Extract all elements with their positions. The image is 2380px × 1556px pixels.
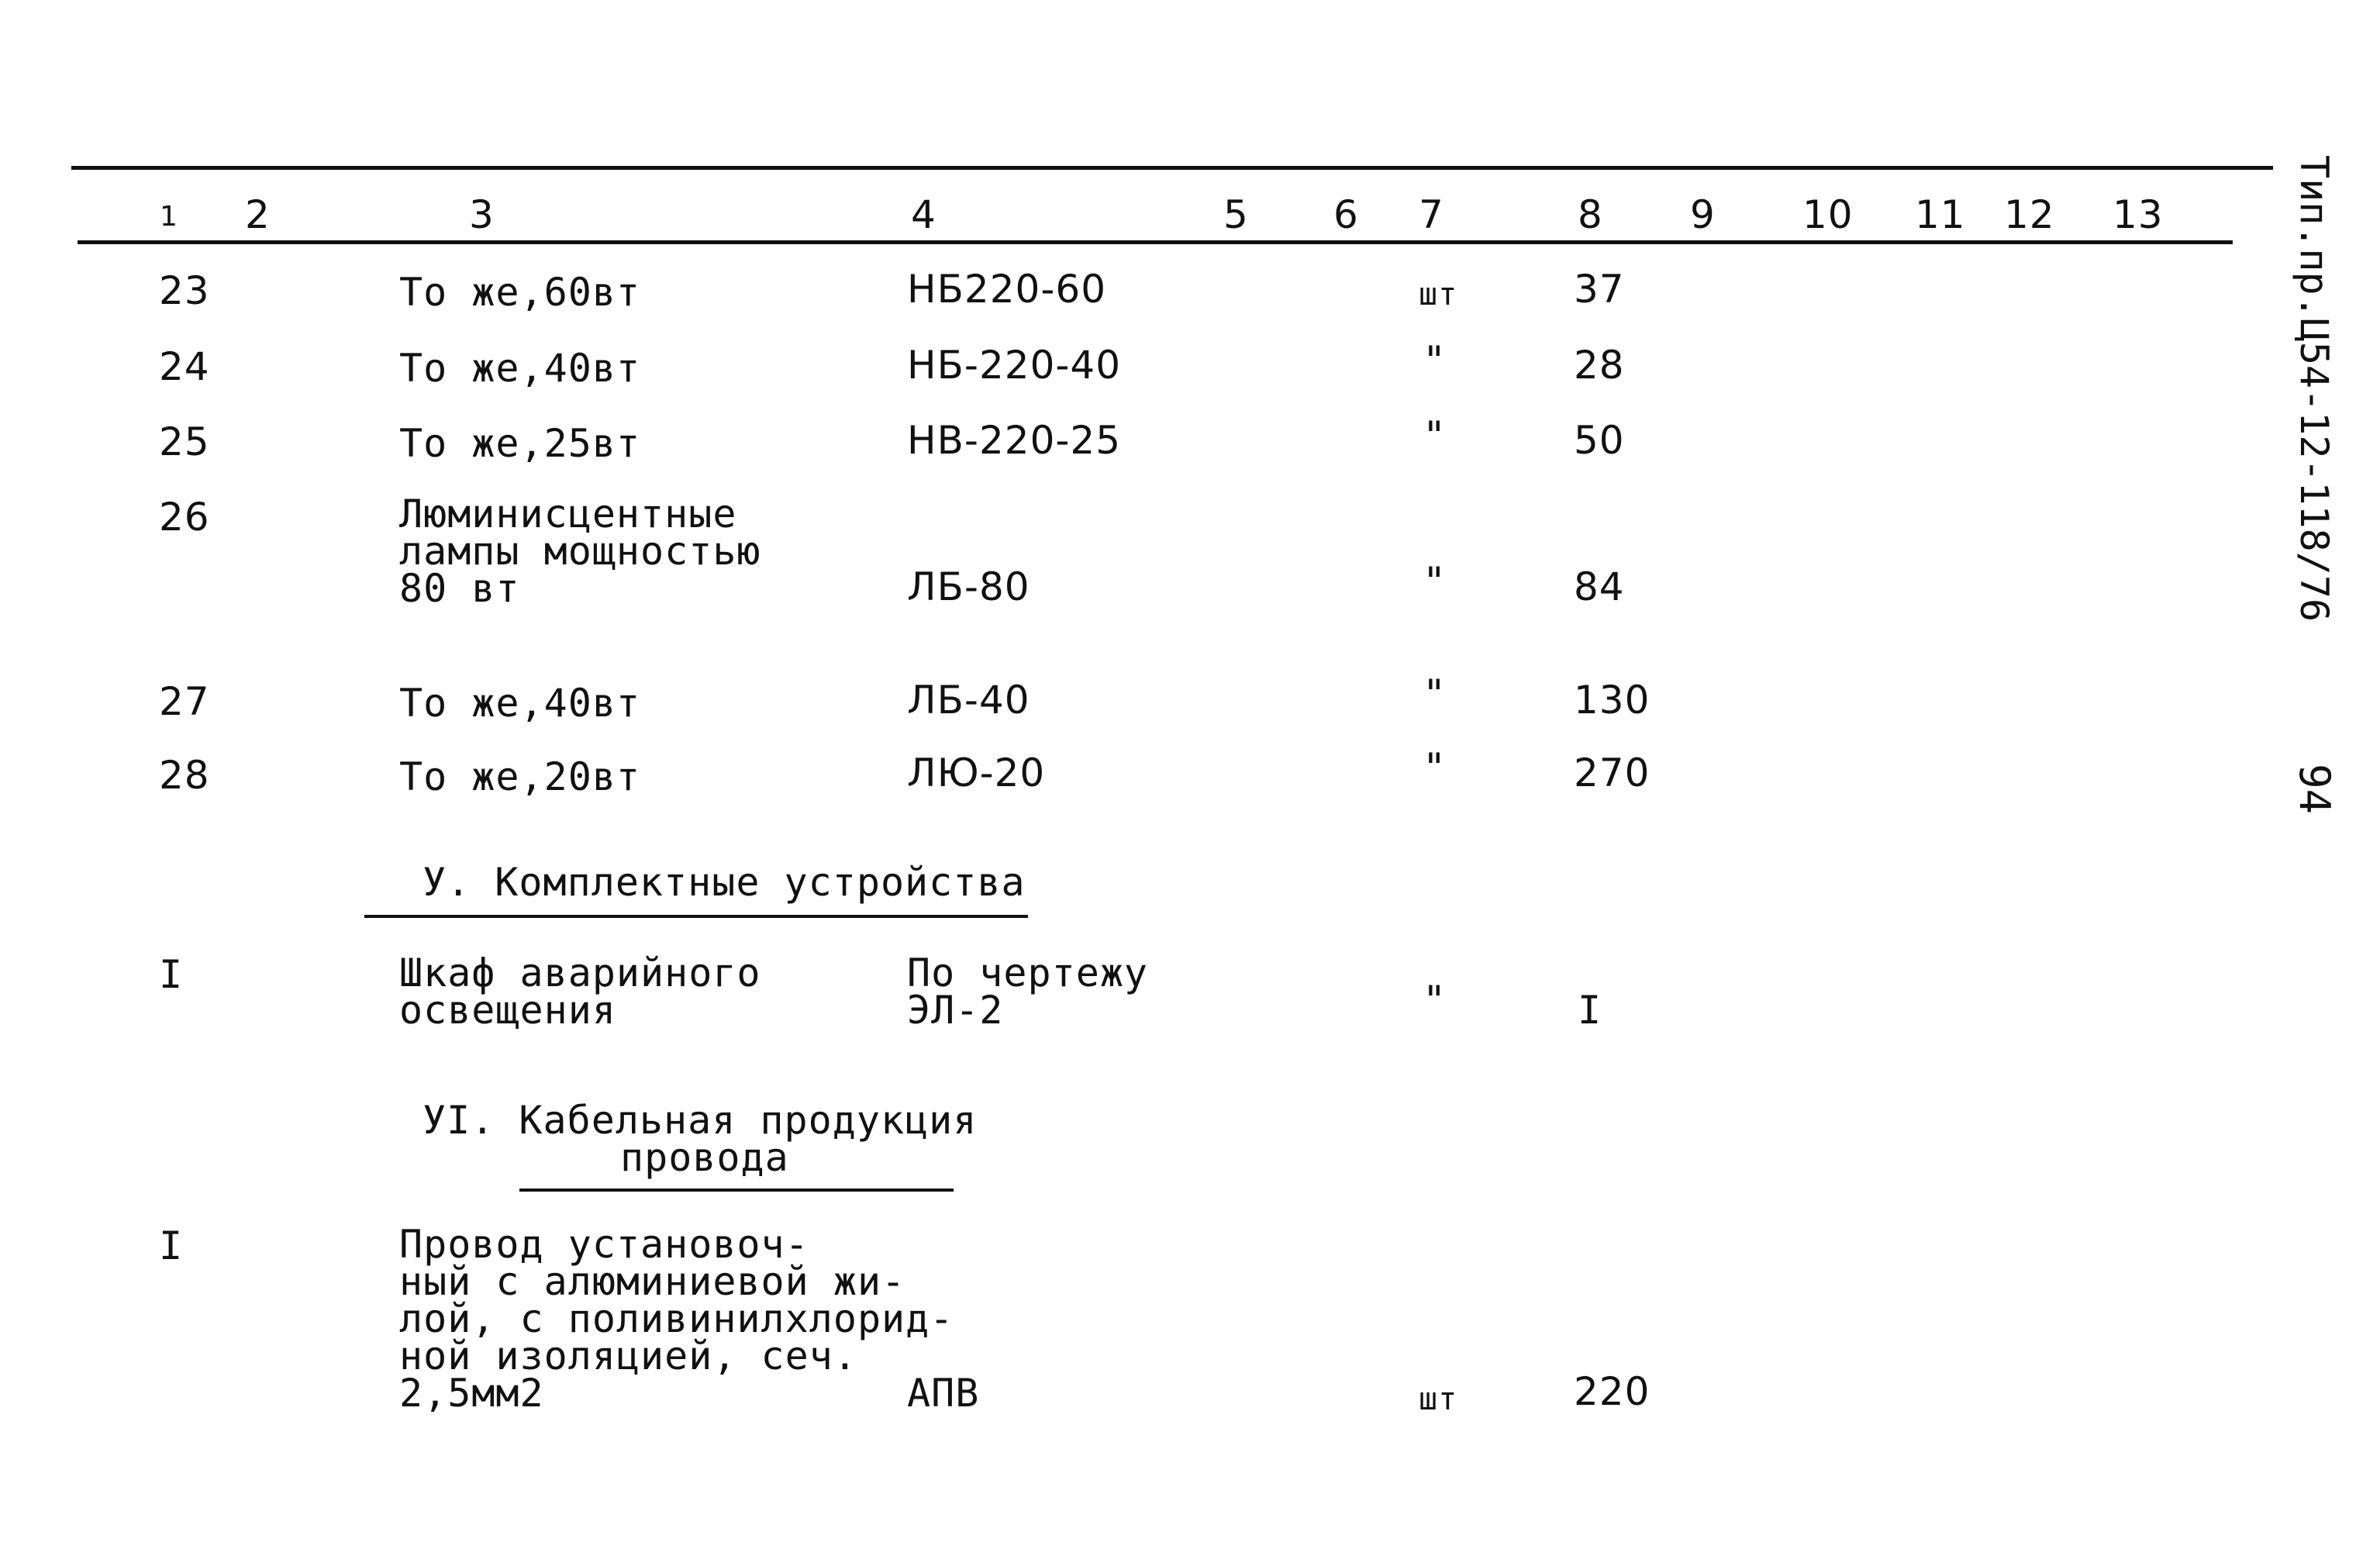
row-number: 28 (159, 753, 210, 798)
item-type: ЛБ-40 (907, 678, 1030, 723)
item-type: АПВ (907, 1371, 980, 1416)
item-qty: 270 (1574, 750, 1650, 795)
column-header-6: 6 (1333, 192, 1359, 237)
item-type: ЛБ-80 (907, 564, 1030, 609)
item-name: То же,40вт (399, 681, 641, 726)
item-unit: шт (1419, 1382, 1458, 1417)
column-header-4: 4 (911, 192, 936, 237)
item-name-line-1: Провод установоч- (399, 1222, 809, 1267)
item-unit: " (1423, 413, 1447, 458)
item-type: НБ220-60 (907, 267, 1106, 312)
item-qty: 37 (1574, 267, 1625, 312)
item-type-line-2: ЭЛ-2 (907, 988, 1004, 1033)
section-title-underline (519, 1189, 954, 1192)
item-qty: 84 (1574, 564, 1625, 609)
item-unit: шт (1419, 277, 1458, 312)
row-number: 26 (159, 495, 210, 540)
section-title-line-1: УI. Кабельная продукция (423, 1098, 978, 1143)
section-title-underline (364, 915, 1028, 918)
item-name: То же,60вт (399, 270, 641, 315)
item-qty: 28 (1574, 343, 1625, 388)
column-header-1: 1 (160, 201, 178, 233)
row-number: I (159, 1223, 184, 1268)
item-name-line-5: 2,5мм2 (399, 1371, 544, 1416)
header-bottom-rule (78, 240, 2233, 244)
column-header-5: 5 (1223, 192, 1249, 237)
item-name-line-2: лампы мощностью (399, 529, 761, 574)
item-name-line-2: ный с алюминиевой жи- (399, 1259, 906, 1304)
row-number: 25 (159, 419, 210, 464)
column-header-9: 9 (1690, 192, 1716, 237)
item-type-line-1: По чертежу (907, 951, 1149, 995)
item-qty: 220 (1574, 1369, 1650, 1414)
row-number: I (159, 952, 184, 997)
section-title: У. Комплектные устройства (423, 860, 1026, 905)
top-rule (71, 166, 2273, 170)
column-header-13: 13 (2113, 192, 2164, 237)
item-unit: " (1423, 559, 1447, 604)
item-unit: " (1423, 978, 1447, 1023)
page-number: 94 (2290, 764, 2339, 815)
item-name: То же,20вт (399, 754, 641, 799)
item-unit: " (1423, 671, 1447, 716)
item-name-line-1: Люминисцентные (399, 492, 737, 536)
item-type: ЛЮ-20 (907, 750, 1046, 795)
item-name-line-3: лой, с поливинилхлорид- (399, 1296, 954, 1341)
column-header-11: 11 (1915, 192, 1966, 237)
item-type: НВ-220-25 (907, 418, 1122, 463)
item-unit: " (1423, 338, 1447, 383)
column-header-10: 10 (1802, 192, 1854, 237)
item-name-line-2: освещения (399, 988, 616, 1033)
item-name-line-3: 80 вт (399, 566, 520, 611)
row-number: 24 (159, 344, 210, 389)
column-header-8: 8 (1578, 192, 1603, 237)
item-name: То же,25вт (399, 421, 641, 466)
document-code-label: Тип.пр.Ц54-12-118/76 (2292, 155, 2337, 623)
item-name-line-4: ной изоляцией, сеч. (399, 1333, 857, 1378)
column-header-12: 12 (2004, 192, 2055, 237)
column-header-2: 2 (245, 192, 271, 237)
column-header-3: 3 (469, 192, 495, 237)
section-title-line-2: провода (620, 1135, 789, 1180)
item-qty: I (1578, 988, 1602, 1033)
row-number: 23 (159, 268, 210, 313)
item-qty: 130 (1574, 678, 1650, 723)
item-type: НБ-220-40 (907, 343, 1122, 388)
item-unit: " (1423, 745, 1447, 790)
row-number: 27 (159, 679, 210, 724)
column-header-7: 7 (1419, 192, 1444, 237)
item-qty: 50 (1574, 418, 1625, 463)
item-name-line-1: Шкаф аварийного (399, 951, 761, 995)
item-name: То же,40вт (399, 346, 641, 391)
